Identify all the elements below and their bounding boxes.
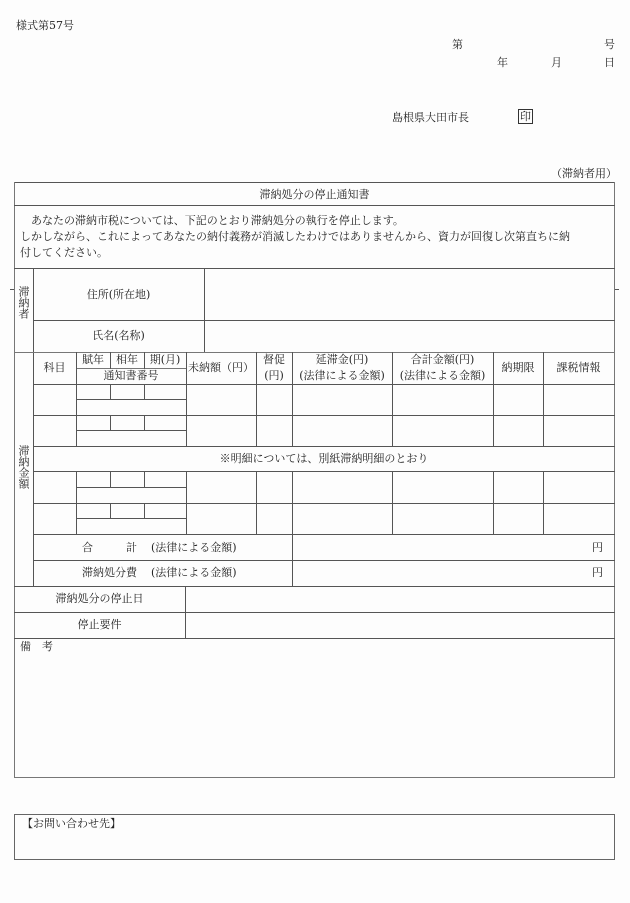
col-dunning-line1: 督促 — [263, 353, 285, 366]
col-late-fee-line1: 延滞金(円) — [315, 353, 369, 366]
col-late-fee-line2: (法律による金額) — [299, 369, 385, 382]
date-day-label: 日 — [604, 56, 615, 69]
address-label: 住所(所在地) — [86, 288, 151, 301]
detail-note: ※明細については、別紙滞納明細のとおり — [219, 452, 429, 465]
doc-number-field[interactable] — [480, 38, 600, 52]
date-month-label: 月 — [551, 56, 562, 69]
contact-field[interactable] — [22, 833, 607, 855]
row-subject-field[interactable] — [35, 386, 75, 414]
contact-label: 【お問い合わせ先】 — [22, 817, 121, 830]
sum-label-a: 合 — [82, 541, 93, 554]
stop-date-label: 滞納処分の停止日 — [55, 592, 144, 605]
col-total-line1: 合計金額(円) — [410, 353, 475, 366]
seal-icon: 印 — [520, 110, 531, 123]
row-unpaid-field[interactable] — [187, 417, 255, 445]
notice-body-line2: しかしながら、これによってあなたの納付義務が消滅したわけではありませんから、資力が回復し次第直ちに納 — [20, 230, 570, 243]
notice-title: 滞納処分の停止通知書 — [259, 188, 370, 201]
col-due-date: 納期限 — [501, 361, 535, 374]
sum-value-field[interactable] — [298, 541, 578, 555]
col-dunning-line2: (円) — [264, 369, 284, 382]
name-field[interactable] — [210, 329, 608, 345]
fee-unit: 円 — [592, 566, 603, 579]
sum-label-legal: (法律による金額) — [151, 541, 237, 554]
stop-condition-field[interactable] — [190, 618, 608, 632]
remarks-field[interactable] — [20, 656, 610, 772]
name-label: 氏名(名称) — [92, 329, 145, 342]
notice-body-line1: あなたの滞納市税については、下記のとおり滞納処分の執行を停止します。 — [20, 214, 404, 227]
fee-value-field[interactable] — [298, 566, 578, 580]
address-field[interactable] — [210, 288, 608, 304]
col-notice-number: 通知書番号 — [103, 369, 159, 382]
col-levy-year: 賦年 — [82, 353, 104, 366]
doc-number-prefix: 第 — [452, 38, 463, 51]
row-subject-field[interactable] — [35, 417, 75, 445]
doc-number-suffix: 号 — [604, 38, 615, 51]
col-subject: 科目 — [43, 361, 66, 374]
row-subject-field[interactable] — [35, 505, 75, 533]
col-tax-info: 課税情報 — [556, 361, 601, 374]
fee-label-legal: (法律による金額) — [151, 566, 237, 579]
stop-date-field[interactable] — [190, 592, 608, 606]
notice-body-line3: 付してください。 — [20, 246, 108, 259]
date-year-label: 年 — [497, 56, 508, 69]
fee-label: 滞納処分費 — [82, 566, 137, 579]
col-unpaid: 未納額（円） — [188, 361, 254, 374]
amounts-section-label: 滞納金額 — [17, 445, 30, 489]
sum-label-b: 計 — [126, 541, 137, 554]
row-subject-field[interactable] — [35, 473, 75, 501]
row-unpaid-field[interactable] — [187, 473, 255, 501]
sum-unit: 円 — [592, 541, 603, 554]
issuer-name: 島根県大田市長 — [392, 111, 469, 124]
col-relative-year: 相年 — [116, 353, 138, 366]
taxpayer-section-label: 滞納者 — [17, 286, 30, 319]
remarks-label: 備 考 — [20, 640, 53, 653]
row-unpaid-field[interactable] — [187, 386, 255, 414]
row-unpaid-field[interactable] — [187, 505, 255, 533]
stop-condition-label: 停止要件 — [77, 618, 122, 631]
col-period: 期(月) — [149, 353, 181, 366]
col-total-line2: (法律による金額) — [399, 369, 486, 382]
copy-label: （滞納者用） — [551, 167, 617, 180]
form-number: 様式第57号 — [16, 19, 74, 32]
